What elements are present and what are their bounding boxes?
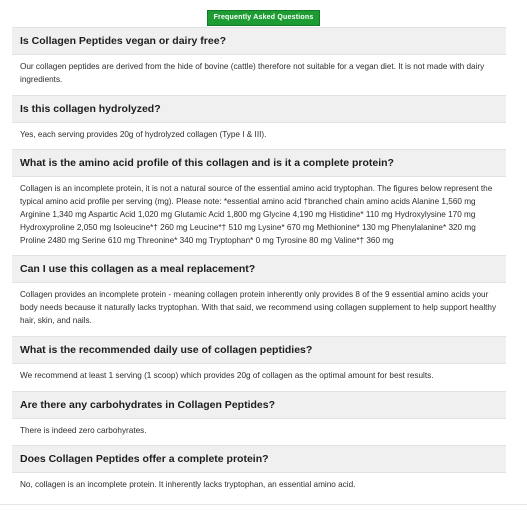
faq-list	[12, 27, 506, 500]
faq-answer: Yes, each serving provides 20g of hydrolyzed collagen (Type I & III).	[20, 129, 267, 139]
faq-question[interactable]: Are there any carbohydrates in Collagen Peptides?	[12, 391, 506, 419]
faq-question[interactable]: What is the recommended daily use of collagen peptidies?	[12, 336, 506, 364]
faq-title-badge: Frequently Asked Questions	[207, 10, 321, 26]
faq-item	[12, 391, 506, 446]
faq-answer: No, collagen is an incomplete protein. It inherently lacks tryptophan, an essential amino acid.	[20, 480, 356, 490]
faq-answer: We recommend at least 1 serving (1 scoop) which provides 20g of collagen as the optimal amount for best results.	[20, 370, 434, 380]
faq-question[interactable]: What is the amino acid profile of this collagen and is it a complete protein?	[12, 149, 506, 177]
faq-answer: Our collagen peptides are derived from the hide of bovine (cattle) therefore not suitable for a vegan diet. It is not made with dairy ingredients.	[20, 62, 485, 84]
faq-header	[0, 6, 527, 22]
faq-item	[12, 255, 506, 335]
faq-item	[12, 336, 506, 391]
faq-question[interactable]: Is this collagen hydrolyzed?	[12, 95, 506, 123]
faq-question[interactable]: Is Collagen Peptides vegan or dairy free?	[12, 27, 506, 55]
faq-item	[12, 95, 506, 150]
bottom-divider	[0, 504, 527, 505]
faq-question[interactable]: Does Collagen Peptides offer a complete protein?	[12, 445, 506, 473]
faq-item	[12, 27, 506, 95]
faq-answer: Collagen provides an incomplete protein - meaning collagen protein inherently only provides 8 of the 9 essential amino acids your body needs because it naturally lacks tryptophan. With that said, we recommend using collagen supplement to help support healthy hair, skin, and nails.	[20, 290, 497, 325]
faq-answer: There is indeed zero carbohyrates.	[20, 425, 147, 435]
faq-item	[12, 445, 506, 500]
faq-item	[12, 149, 506, 255]
faq-question[interactable]: Can I use this collagen as a meal replacement?	[12, 255, 506, 283]
faq-answer: Collagen is an incomplete protein, it is not a natural source of the essential amino acid tryptophan. The figures below represent the typical amino acid profile per serving (mg). Please note: *essential amino acid †branched chain amino acids Alanine 1,560 mg Arginine 1,340 mg Aspartic Acid 1,020 mg Glutamic Acid 1,800 mg Glycine 4,190 mg Histidine* 110 mg Hydroxylysine 170 mg Hydroxyproline 2,050 mg Isoleucine*† 260 mg Leucine*† 510 mg Lysine* 670 mg Methionine* 130 mg Phenylalanine* 320 mg Proline 2480 mg Serine 610 mg Threonine* 340 mg Tryptophan* 0 mg Tyrosine 80 mg Valine*† 360 mg	[20, 184, 493, 245]
